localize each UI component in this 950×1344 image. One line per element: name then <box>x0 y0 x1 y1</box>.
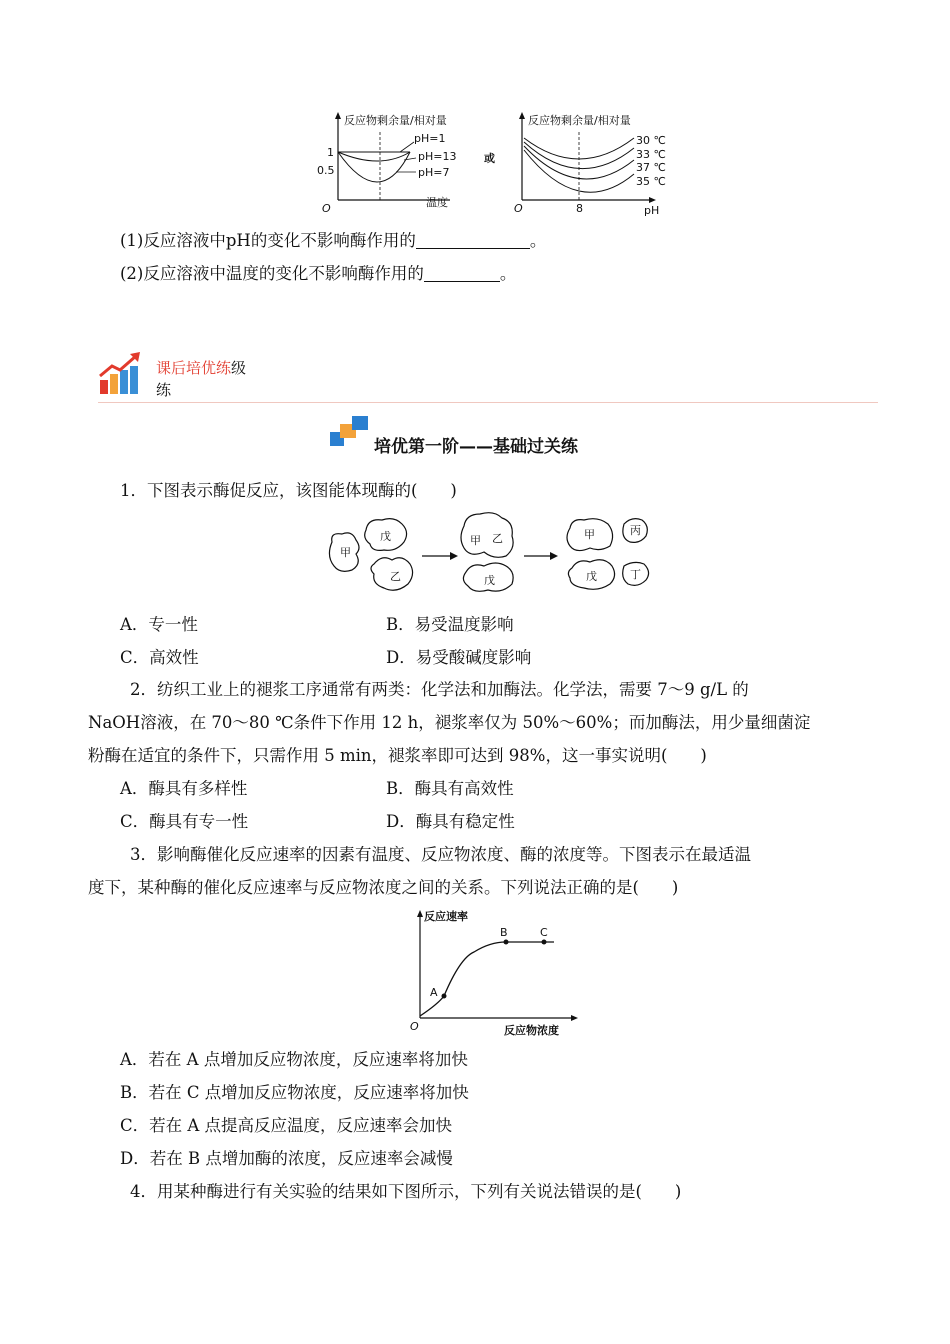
q3-point-b <box>504 940 509 945</box>
right-chart <box>514 112 666 217</box>
q4-stem: 4．用某种酶进行有关实验的结果如下图所示，下列有关说法错误的是( ) <box>130 1182 682 1201</box>
q1-fig-label-wu-3: 戊 <box>586 570 597 583</box>
right-curve-label-4: 35 ℃ <box>636 175 666 188</box>
q1-option-b: B．易受温度影响 <box>386 615 514 634</box>
q1-option-c: C．高效性 <box>120 648 199 667</box>
q3-point-b-label: B <box>500 926 508 939</box>
section-title: 培优第一阶——基础过关练 <box>374 437 578 457</box>
q3-option-c: C．若在 A 点提高反应温度，反应速率会加快 <box>120 1116 453 1135</box>
q3-chart-ylabel: 反应速率 <box>424 910 468 923</box>
right-chart-xtick: 8 <box>576 202 583 215</box>
answer-blank-1 <box>416 232 530 249</box>
q3-chart <box>404 906 584 1038</box>
q1-fig-label-wu-1: 戊 <box>380 530 391 543</box>
left-chart-ytick-1: 1 <box>327 146 334 159</box>
q1-fig-label-yi-1: 乙 <box>390 570 401 583</box>
q2-stem <box>88 673 868 772</box>
right-chart-ylabel: 反应物剩余量/相对量 <box>528 114 631 127</box>
q1-option-a: A．专一性 <box>120 615 198 634</box>
q1-fig-label-jia-2: 甲 <box>470 534 481 547</box>
left-chart-xlabel: 温度 <box>426 196 448 209</box>
q3-point-a-label: A <box>430 986 438 999</box>
top-figure <box>300 108 680 220</box>
bar-chart-arrow-icon <box>98 352 144 396</box>
q1-fig-label-jia-1: 甲 <box>340 546 351 559</box>
header-divider <box>98 402 878 403</box>
q3-chart-origin: O <box>410 1020 419 1033</box>
q3-stem-line-1: 3．影响酶催化反应速率的因素有温度、反应物浓度、酶的浓度等。下图表示在最适温 <box>130 845 751 864</box>
q3-option-b: B．若在 C 点增加反应物浓度，反应速率将加快 <box>120 1083 469 1102</box>
top-question-1: (1)反应溶液中pH的变化不影响酶作用的 。 <box>120 231 547 250</box>
q1-fig-label-jia-3: 甲 <box>584 528 595 541</box>
q2-stem-line-2: NaOH溶液，在 70～80 ℃条件下作用 12 h，褪浆率仅为 50%～60%；而加酶法，用少量细菌淀 <box>88 713 811 732</box>
q1-option-d: D．易受酸碱度影响 <box>386 648 532 667</box>
left-chart-origin: O <box>322 202 331 215</box>
q2-option-a: A．酶具有多样性 <box>120 779 248 798</box>
q3-stem-line-2: 度下，某种酶的催化反应速率与反应物浓度之间的关系。下列说法正确的是( ) <box>88 878 679 897</box>
q2-stem-line-3: 粉酶在适宜的条件下，只需作用 5 min，褪浆率即可达到 98%，这一事实说明( ) <box>88 746 707 765</box>
q2-option-c: C．酶具有专一性 <box>120 812 249 831</box>
q2-stem-line-1: 2．纺织工业上的褪浆工序通常有两类：化学法和加酶法。化学法，需要 7～9 g/L 的 <box>130 680 749 699</box>
q3-stem <box>88 838 868 904</box>
right-curve-label-2: 33 ℃ <box>636 148 666 161</box>
left-chart-ylabel: 反应物剩余量/相对量 <box>344 114 447 127</box>
section-title-icon <box>330 416 370 448</box>
header-title: 课后培优练级 <box>156 359 247 377</box>
q3-option-a: A．若在 A 点增加反应物浓度，反应速率将加快 <box>120 1050 468 1069</box>
q1-fig-label-ding-3: 丁 <box>630 568 641 581</box>
left-curve-label-2: pH=13 <box>418 150 457 163</box>
left-chart <box>317 112 456 215</box>
right-curve-label-1: 30 ℃ <box>636 134 666 147</box>
right-curve-label-3: 37 ℃ <box>636 161 666 174</box>
q2-option-b: B．酶具有高效性 <box>386 779 514 798</box>
left-curve-label-1: pH=1 <box>414 132 446 145</box>
right-chart-xlabel: pH <box>644 204 660 217</box>
q3-chart-xlabel: 反应物浓度 <box>504 1024 559 1037</box>
header-title-line2: 练 <box>156 381 172 399</box>
q3-point-c-label: C <box>540 926 548 939</box>
q1-figure <box>326 508 656 596</box>
left-chart-ytick-2: 0.5 <box>317 164 335 177</box>
top-question-2: (2)反应溶液中温度的变化不影响酶作用的 。 <box>120 264 517 283</box>
q2-option-d: D．酶具有稳定性 <box>386 812 515 831</box>
q3-point-a <box>442 994 447 999</box>
or-text: 或 <box>484 152 495 165</box>
right-chart-origin: O <box>514 202 523 215</box>
q1-stem: 1．下图表示酶促反应，该图能体现酶的( ) <box>120 481 457 500</box>
q1-fig-label-bing-3: 丙 <box>630 524 641 537</box>
left-curve-label-3: pH=7 <box>418 166 450 179</box>
q3-point-c <box>542 940 547 945</box>
q1-fig-label-yi-2: 乙 <box>492 532 503 545</box>
q1-fig-label-wu-2: 戊 <box>484 574 495 587</box>
q3-option-d: D．若在 B 点增加酶的浓度，反应速率会减慢 <box>120 1149 453 1168</box>
answer-blank-2 <box>424 265 500 282</box>
